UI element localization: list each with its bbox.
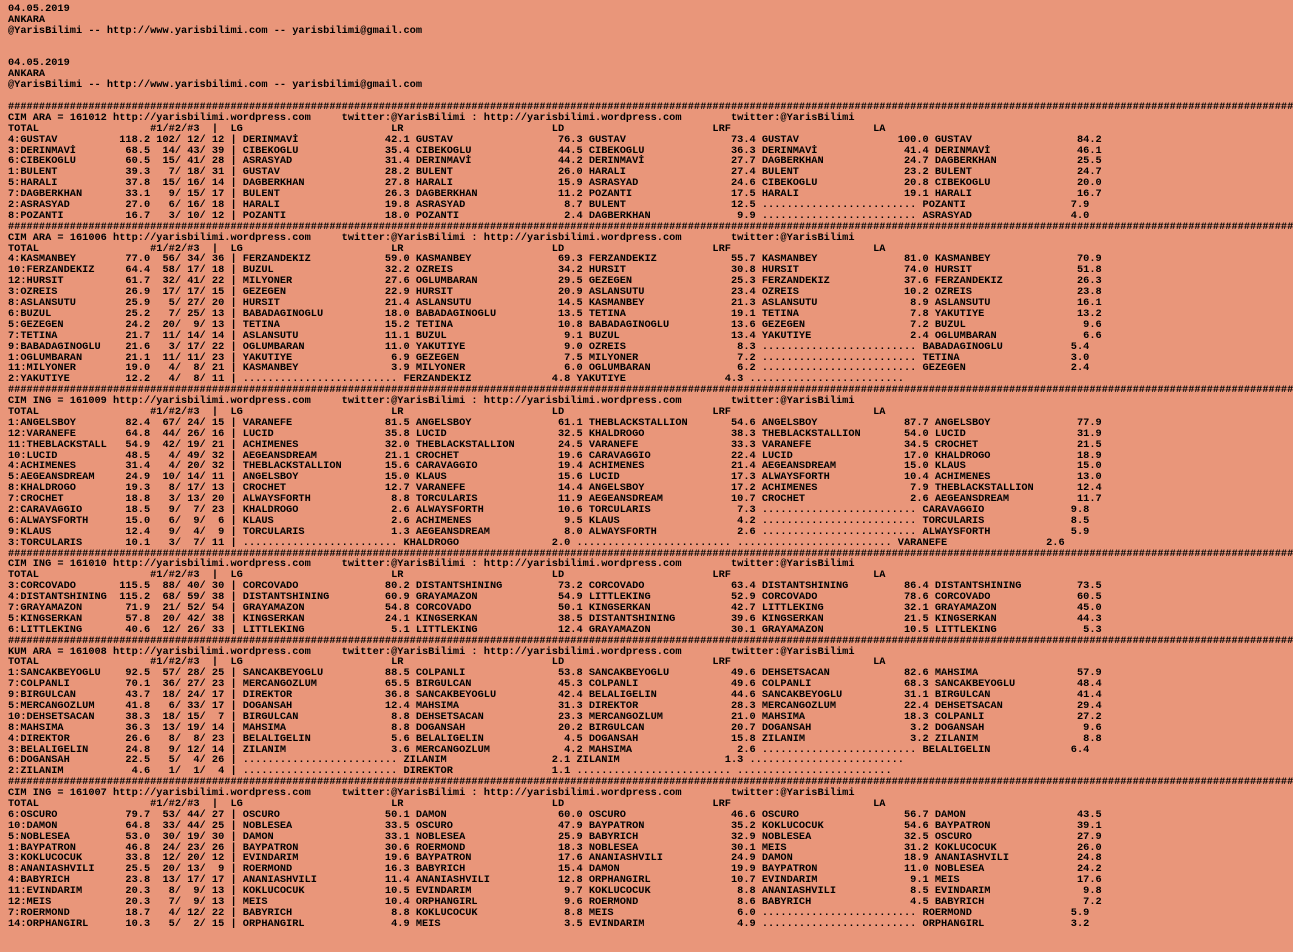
- report-line: 9:BIRGULCAN 43.7 18/ 24/ 17 | DIREKTOR 36.8 SANCAKBEYOGLU 42.4 BELALIGELIN 44.6 SANCAKBEYOGLU 31.1 BIRGULCAN 41.4: [8, 689, 1102, 702]
- report-line: @YarisBilimi -- http://www.yarisbilimi.com -- yarisbilimi@gmail.com: [8, 79, 423, 92]
- report-line: 8:ASLANSUTU 25.9 5/ 27/ 20 | HURSIT 21.4 ASLANSUTU 14.5 KASMANBEY 21.3 ASLANSUTU 8.9 ASLANSUTU 16.1: [8, 297, 1102, 310]
- report-line: 4:ACHIMENES 31.4 4/ 20/ 32 | THEBLACKSTALLION 15.6 CARAVAGGIO 19.4 ACHIMENES 21.4 AEGEANSDREAM 15.0 KLAUS 15.0: [8, 460, 1102, 473]
- report-line: 8:ANANIASHVILI 25.5 20/ 13/ 9 | ROERMOND 16.3 BABYRICH 15.4 DAMON 19.9 BAYPATRON 11.0 NOBLESEA 24.2: [8, 863, 1102, 876]
- report-line: 8:MAHSIMA 36.3 13/ 19/ 14 | MAHSIMA 8.8 DOGANSAH 20.2 BIRGULCAN 20.7 DOGANSAH 3.2 DOGANSAH 9.6: [8, 721, 1102, 734]
- report-line: ANKARA: [8, 68, 46, 81]
- report-line: 6:DOGANSAH 22.5 5/ 4/ 26 | ......................... ZILANIM 2.1 ZILANIM 1.3 .........................: [8, 754, 904, 767]
- report-line: TOTAL #1/#2/#3 | LG LR LD LRF LA: [8, 122, 886, 135]
- report-line: 3:TORCULARIS 10.1 3/ 7/ 11 | ......................... KHALDROGO 2.0 ......................... ......................... VARANEFE 2.6: [8, 536, 1065, 549]
- report-line: 1:SANCAKBEYOGLU 92.5 57/ 28/ 25 | SANCAKBEYOGLU 88.5 COLPANLI 53.8 SANCAKBEYOGLU 49.6 DEHSETSACAN 82.6 MAHSIMA 57.9: [8, 667, 1102, 680]
- report-line: 5:KINGSERKAN 57.8 20/ 42/ 38 | KINGSERKAN 24.1 KINGSERKAN 38.5 DISTANTSHINING 39.6 KINGSERKAN 21.5 KINGSERKAN 44.3: [8, 612, 1102, 625]
- report-line: 2:CARAVAGGIO 18.5 9/ 7/ 23 | KHALDROGO 2.6 ALWAYSFORTH 10.6 TORCULARIS 7.3 ......................... CARAVAGGIO 9.8: [8, 503, 1090, 516]
- report-line: 6:BUZUL 25.2 7/ 25/ 13 | BABADAGINOGLU 18.0 BABADAGINOGLU 13.5 TETINA 19.1 TETINA 7.8 YAKUTIYE 13.2: [8, 307, 1102, 320]
- report-line: 6:ALWAYSFORTH 15.0 6/ 9/ 6 | KLAUS 2.6 ACHIMENES 9.5 KLAUS 4.2 ......................... TORCULARIS 8.5: [8, 514, 1090, 527]
- report-line: CIM ARA = 161006 http://yarisbilimi.wordpress.com twitter:@YarisBilimi : http://yarisbilimi.wordpress.com twitter:@YarisBilimi: [8, 231, 855, 244]
- report-line: 7:COLPANLI 70.1 36/ 27/ 23 | MERCANGOZLUM 65.5 BIRGULCAN 45.3 COLPANLI 49.6 COLPANLI 68.3 SANCAKBEYOGLU 48.4: [8, 678, 1102, 691]
- report-line: TOTAL #1/#2/#3 | LG LR LD LRF LA: [8, 405, 886, 418]
- report-line: 4:GUSTAV 118.2 102/ 12/ 12 | DERINMAVİ 42.1 GUSTAV 76.3 GUSTAV 73.4 GUSTAV 100.0 GUSTAV 84.2: [8, 133, 1102, 146]
- report-line: 14:ORPHANGIRL 10.3 5/ 2/ 15 | ORPHANGIRL 4.9 MEIS 3.5 EVINDARIM 4.9 ......................... ORPHANGIRL 3.2: [8, 917, 1090, 930]
- report-line: 6:OSCURO 79.7 53/ 44/ 27 | OSCURO 50.1 DAMON 60.0 OSCURO 46.6 OSCURO 56.7 DAMON 43.5: [8, 808, 1102, 821]
- report-line: 3:BELALIGELIN 24.8 9/ 12/ 14 | ZILANIM 3.6 MERCANGOZLUM 4.2 MAHSIMA 2.6 ......................... BELALIGELIN 6.4: [8, 743, 1090, 756]
- report-line: 3:DERINMAVİ 68.5 14/ 43/ 39 | CIBEKOGLU 35.4 CIBEKOGLU 44.5 CIBEKOGLU 36.3 DERINMAVİ 41.4 DERINMAVİ 46.1: [8, 144, 1102, 157]
- report-line: 1:OGLUMBARAN 21.1 11/ 11/ 23 | YAKUTIYE 6.9 GEZEGEN 7.5 MILYONER 7.2 ......................... TETINA 3.0: [8, 351, 1090, 364]
- report-line: 04.05.2019: [8, 57, 70, 70]
- report-line: TOTAL #1/#2/#3 | LG LR LD LRF LA: [8, 242, 886, 255]
- report-line: TOTAL #1/#2/#3 | LG LR LD LRF LA: [8, 656, 886, 669]
- report-line: TOTAL #1/#2/#3 | LG LR LD LRF LA: [8, 798, 886, 811]
- report-line: 04.05.2019: [8, 3, 70, 15]
- report-line: ################################################################################################################################################################################################################: [8, 776, 1293, 789]
- report-line: 1:BULENT 39.3 7/ 18/ 31 | GUSTAV 28.2 BULENT 26.0 HARALI 27.4 BULENT 23.2 BULENT 24.7: [8, 166, 1102, 179]
- report-line: 12:MEIS 20.3 7/ 9/ 13 | MEIS 10.4 ORPHANGIRL 9.6 ROERMOND 8.6 BABYRICH 4.5 BABYRICH 7.2: [8, 896, 1102, 909]
- report-line: 4:DIREKTOR 26.6 8/ 8/ 23 | BELALIGELIN 5.6 BELALIGELIN 4.5 DOGANSAH 15.8 ZILANIM 3.2 ZILANIM 8.8: [8, 732, 1102, 745]
- report-line: 11:THEBLACKSTALL 54.9 42/ 19/ 21 | ACHIMENES 32.0 THEBLACKSTALLION 24.5 VARANEFE 33.3 VARANEFE 34.5 CROCHET 21.5: [8, 438, 1102, 451]
- report-line: 6:LITTLEKING 40.6 12/ 26/ 33 | LITTLEKING 5.1 LITTLEKING 12.4 GRAYAMAZON 30.1 GRAYAMAZON 10.5 LITTLEKING 5.3: [8, 623, 1102, 636]
- report-line: 6:CIBEKOGLU 60.5 15/ 41/ 28 | ASRASYAD 31.4 DERINMAVİ 44.2 DERINMAVİ 27.7 DAGBERKHAN 24.7 DAGBERKHAN 25.5: [8, 155, 1102, 168]
- report-line: 7:GRAYAMAZON 71.9 21/ 52/ 54 | GRAYAMAZON 54.8 CORCOVADO 50.1 KINGSERKAN 42.7 LITTLEKING 32.1 GRAYAMAZON 45.0: [8, 601, 1102, 614]
- report-line: @YarisBilimi -- http://www.yarisbilimi.com -- yarisbilimi@gmail.com: [8, 24, 423, 37]
- report-line: 8:POZANTI 16.7 3/ 10/ 12 | POZANTI 18.0 POZANTI 2.4 DAGBERKHAN 9.9 ......................... ASRASYAD 4.0: [8, 209, 1090, 222]
- report-line: ################################################################################################################################################################################################################: [8, 547, 1293, 560]
- report-line: 3:KOKLUCOCUK 33.8 12/ 20/ 12 | EVINDARIM 19.6 BAYPATRON 17.6 ANANIASHVILI 24.9 DAMON 18.9 ANANIASHVILI 24.8: [8, 852, 1102, 865]
- report-line: CIM ING = 161009 http://yarisbilimi.wordpress.com twitter:@YarisBilimi : http://yarisbilimi.wordpress.com twitter:@YarisBilimi: [8, 395, 855, 408]
- report-line: 5:NOBLESEA 53.0 30/ 19/ 30 | DAMON 33.1 NOBLESEA 25.9 BABYRICH 32.9 NOBLESEA 32.5 OSCURO 27.9: [8, 830, 1102, 843]
- report-line: [8, 48, 1074, 59]
- report-line: 5:HARALI 37.8 15/ 16/ 14 | DAGBERKHAN 27.8 HARALI 15.9 ASRASYAD 24.6 CIBEKOGLU 20.8 CIBEKOGLU 20.0: [8, 177, 1102, 190]
- report-line: CIM ING = 161010 http://yarisbilimi.wordpress.com twitter:@YarisBilimi : http://yarisbilimi.wordpress.com twitter:@YarisBilimi: [8, 558, 855, 571]
- report-line: 4:DISTANTSHINING 115.2 68/ 59/ 38 | DISTANTSHINING 60.9 GRAYAMAZON 54.9 LITTLEKING 52.9 CORCOVADO 78.6 CORCOVADO 60.5: [8, 591, 1102, 604]
- report-line: CIM ING = 161007 http://yarisbilimi.wordpress.com twitter:@YarisBilimi : http://yarisbilimi.wordpress.com twitter:@YarisBilimi: [8, 787, 855, 800]
- report-line: 10:FERZANDEKIZ 64.4 58/ 17/ 18 | BUZUL 32.2 OZREIS 34.2 HURSIT 30.8 HURSIT 74.0 HURSIT 51.8: [8, 264, 1102, 277]
- report-line: ################################################################################################################################################################################################################: [8, 634, 1293, 647]
- report-line: 5:AEGEANSDREAM 24.9 10/ 14/ 11 | ANGELSBOY 15.0 KLAUS 15.6 LUCID 17.3 ALWAYSFORTH 10.4 ACHIMENES 13.0: [8, 471, 1102, 484]
- report-line: 9:KLAUS 12.4 9/ 4/ 9 | TORCULARIS 1.3 AEGEANSDREAM 8.0 ALWAYSFORTH 2.6 ......................... ALWAYSFORTH 5.9: [8, 525, 1090, 538]
- report-line: 12:VARANEFE 64.8 44/ 26/ 16 | LUCID 35.8 LUCID 32.5 KHALDROGO 38.3 THEBLACKSTALLION 54.0 LUCID 31.9: [8, 427, 1102, 440]
- report-line: 4:KASMANBEY 77.0 56/ 34/ 36 | FERZANDEKIZ 59.0 KASMANBEY 69.3 FERZANDEKIZ 55.7 KASMANBEY 81.0 KASMANBEY 70.9: [8, 253, 1102, 266]
- report-line: 2:YAKUTIYE 12.2 4/ 8/ 11 | ......................... FERZANDEKIZ 4.8 YAKUTIYE 4.3 .........................: [8, 373, 904, 386]
- report-line: 11:MILYONER 19.0 4/ 8/ 21 | KASMANBEY 3.9 MILYONER 6.0 OGLUMBARAN 6.2 ......................... GEZEGEN 2.4: [8, 362, 1090, 375]
- report-line: 3:CORCOVADO 115.5 88/ 40/ 30 | CORCOVADO 80.2 DISTANTSHINING 73.2 CORCOVADO 63.4 DISTANTSHINING 86.4 DISTANTSHINING 73.5: [8, 580, 1102, 593]
- report-line: 10:DEHSETSACAN 38.3 18/ 15/ 7 | BIRGULCAN 8.8 DEHSETSACAN 23.3 MERCANGOZLUM 21.0 MAHSIMA 18.3 COLPANLI 27.2: [8, 710, 1102, 723]
- report-line: ################################################################################################################################################################################################################: [8, 384, 1293, 397]
- report-line: 9:BABADAGINOGLU 21.6 3/ 17/ 22 | OGLUMBARAN 11.0 YAKUTIYE 9.0 OZREIS 8.3 ......................... BABADAGINOGLU 5.4: [8, 340, 1090, 353]
- report-line: 5:MERCANGOZLUM 41.8 6/ 33/ 17 | DOGANSAH 12.4 MAHSIMA 31.3 DIREKTOR 28.3 MERCANGOZLUM 22.4 DEHSETSACAN 29.4: [8, 700, 1102, 712]
- report-line: 1:ANGELSBOY 82.4 67/ 24/ 15 | VARANEFE 81.5 ANGELSBOY 61.1 THEBLACKSTALLION 54.6 ANGELSBOY 87.7 ANGELSBOY 77.9: [8, 416, 1102, 429]
- report-line: 11:EVINDARIM 20.3 8/ 9/ 13 | KOKLUCOCUK 10.5 EVINDARIM 9.7 KOKLUCOCUK 8.8 ANANIASHVILI 8.5 EVINDARIM 9.8: [8, 885, 1102, 898]
- report-line: 2:ZILANIM 4.6 1/ 1/ 4 | ......................... DIREKTOR 1.1 ......................... .........................: [8, 765, 892, 778]
- report-line: 4:BABYRICH 23.8 13/ 17/ 17 | ANANIASHVILI 11.4 ANANIASHVILI 12.8 ORPHANGIRL 10.7 EVINDARIM 9.1 MEIS 17.6: [8, 874, 1102, 887]
- report-line: 10:DAMON 64.8 33/ 44/ 25 | NOBLESEA 33.5 OSCURO 47.9 BAYPATRON 35.2 KOKLUCOCUK 54.6 BAYPATRON 39.1: [8, 819, 1102, 832]
- report-line: KUM ARA = 161008 http://yarisbilimi.wordpress.com twitter:@YarisBilimi : http://yarisbilimi.wordpress.com twitter:@YarisBilimi: [8, 645, 855, 658]
- report-line: [8, 37, 1074, 48]
- report-line: 10:LUCID 48.5 4/ 49/ 32 | AEGEANSDREAM 21.1 CROCHET 19.6 CARAVAGGIO 22.4 LUCID 17.0 KHALDROGO 18.9: [8, 449, 1102, 462]
- report-line: 8:KHALDROGO 19.3 8/ 17/ 13 | CROCHET 12.7 VARANEFE 14.4 ANGELSBOY 17.2 ACHIMENES 7.9 THEBLACKSTALLION 12.4: [8, 482, 1102, 495]
- report-line: 7:ROERMOND 18.7 4/ 12/ 22 | BABYRICH 8.8 KOKLUCOCUK 8.8 MEIS 6.0 ......................... ROERMOND 5.9: [8, 906, 1090, 919]
- report-line: 7:TETINA 21.7 11/ 14/ 14 | ASLANSUTU 11.1 BUZUL 9.1 BUZUL 13.4 YAKUTIYE 2.4 OGLUMBARAN 6.6: [8, 329, 1102, 342]
- report-line: 5:GEZEGEN 24.2 20/ 9/ 13 | TETINA 15.2 TETINA 10.8 BABADAGINOGLU 13.6 GEZEGEN 7.2 BUZUL 9.6: [8, 318, 1102, 331]
- report-line: 3:OZREIS 26.9 17/ 17/ 15 | GEZEGEN 22.9 HURSIT 20.9 ASLANSUTU 23.4 OZREIS 10.2 OZREIS 23.8: [8, 286, 1102, 299]
- report-line: 2:ASRASYAD 27.0 6/ 16/ 18 | HARALI 19.8 ASRASYAD 8.7 BULENT 12.5 ......................... POZANTI 7.9: [8, 199, 1090, 212]
- report-line: CIM ARA = 161012 http://yarisbilimi.wordpress.com twitter:@YarisBilimi : http://yarisbilimi.wordpress.com twitter:@YarisBilimi: [8, 111, 855, 124]
- report-line: ################################################################################################################################################################################################################: [8, 220, 1293, 233]
- report-line: 7:CROCHET 18.8 3/ 13/ 20 | ALWAYSFORTH 8.8 TORCULARIS 11.9 AEGEANSDREAM 10.7 CROCHET 2.6 AEGEANSDREAM 11.7: [8, 493, 1102, 506]
- report-line: TOTAL #1/#2/#3 | LG LR LD LRF LA: [8, 569, 886, 582]
- report-line: ################################################################################################################################################################################################################: [8, 101, 1293, 114]
- report-line: 1:BAYPATRON 46.8 24/ 23/ 26 | BAYPATRON 30.6 ROERMOND 18.3 NOBLESEA 30.1 MEIS 31.2 KOKLUCOCUK 26.0: [8, 841, 1102, 854]
- report-line: 12:HURSIT 61.7 32/ 41/ 22 | MILYONER 27.6 OGLUMBARAN 29.5 GEZEGEN 25.3 FERZANDEKIZ 37.6 FERZANDEKIZ 26.3: [8, 275, 1102, 288]
- report-line: 7:DAGBERKHAN 33.1 9/ 15/ 17 | BULENT 26.3 DAGBERKHAN 11.2 POZANTI 17.5 HARALI 19.1 HARALI 16.7: [8, 188, 1102, 201]
- report-line: ANKARA: [8, 13, 46, 26]
